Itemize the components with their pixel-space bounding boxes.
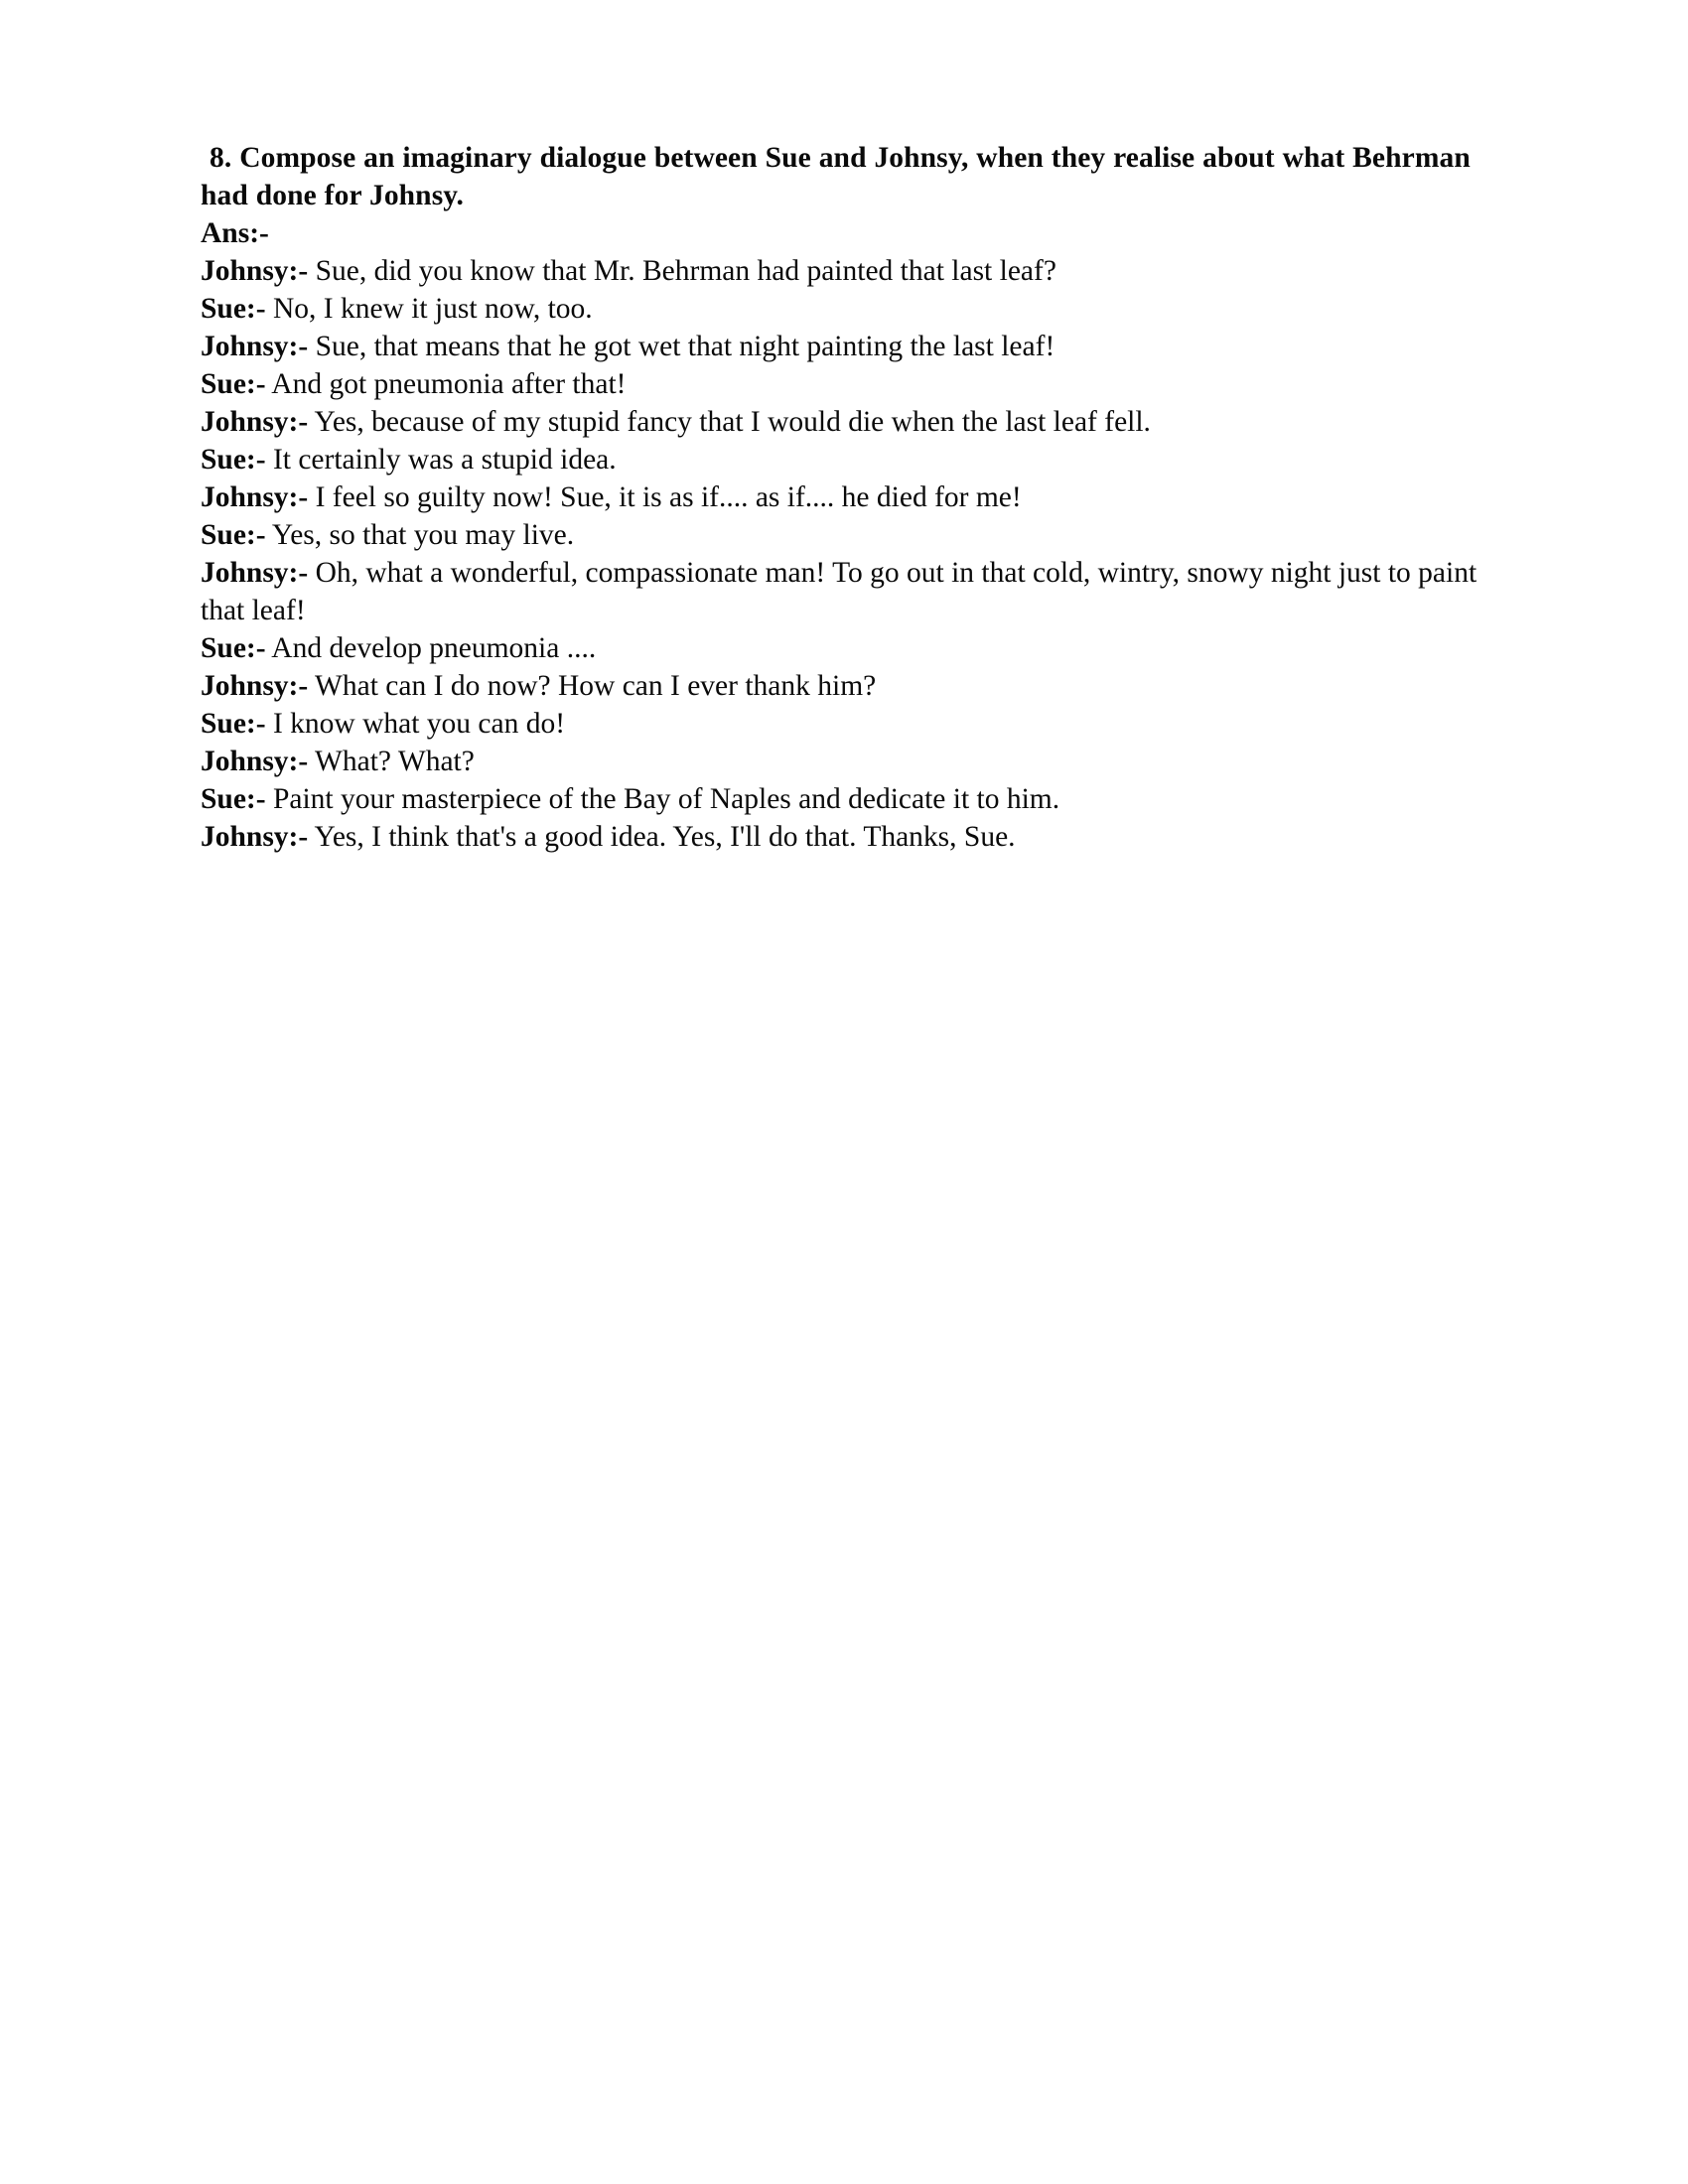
speaker-label: Johnsy:-: [201, 557, 309, 589]
dialogue-line: [201, 818, 1486, 856]
speaker-label: Sue:-: [201, 293, 266, 325]
dialogue-line: [201, 705, 1486, 743]
dialogue-line: [201, 252, 1486, 290]
speaker-label: Sue:-: [201, 444, 266, 476]
speech-text: Sue, did you know that Mr. Behrman had painted that last leaf?: [308, 255, 1056, 287]
speech-text: I feel so guilty now! Sue, it is as if.... as if.... he died for me!: [308, 481, 1022, 513]
speaker-label: Johnsy:-: [201, 255, 309, 287]
speech-text: And got pneumonia after that!: [265, 368, 627, 400]
dialogue-line: [201, 667, 1486, 705]
speech-text: Sue, that means that he got wet that night painting the last leaf!: [308, 331, 1055, 362]
dialogue-line: [201, 290, 1486, 328]
dialogue-line: [201, 403, 1486, 441]
speaker-label: Sue:-: [201, 368, 266, 400]
speech-text: Yes, I think that's a good idea. Yes, I'll do that. Thanks, Sue.: [308, 821, 1016, 853]
speaker-label: Sue:-: [201, 783, 266, 815]
dialogue-line: [201, 554, 1486, 629]
speech-text: Oh, what a wonderful, compassionate man! To go out in that cold, wintry, snowy night just to paint that leaf!: [201, 557, 1477, 626]
speech-text: What can I do now? How can I ever thank him?: [308, 670, 877, 702]
speech-text: Yes, because of my stupid fancy that I would die when the last leaf fell.: [308, 406, 1151, 438]
dialogue-line: [201, 780, 1486, 818]
dialogue-line: [201, 516, 1486, 554]
speech-text: No, I knew it just now, too.: [265, 293, 593, 325]
speaker-label: Johnsy:-: [201, 746, 309, 777]
speaker-label: Johnsy:-: [201, 670, 309, 702]
speaker-label: Johnsy:-: [201, 331, 309, 362]
speech-text: And develop pneumonia ....: [265, 632, 597, 664]
dialogue-line: [201, 629, 1486, 667]
dialogue-line: [201, 478, 1486, 516]
dialogue-line: [201, 441, 1486, 478]
speaker-label: Sue:-: [201, 708, 266, 740]
speaker-label: Sue:-: [201, 632, 266, 664]
dialogue-line: [201, 743, 1486, 780]
question-heading: 8. Compose an imaginary dialogue between Sue and Johnsy, when they realise about what Behrman had done for Johnsy.: [201, 142, 1471, 211]
dialogue-line: [201, 365, 1486, 403]
speech-text: What? What?: [308, 746, 475, 777]
speaker-label: Johnsy:-: [201, 481, 309, 513]
speech-text: It certainly was a stupid idea.: [265, 444, 617, 476]
speech-text: Yes, so that you may live.: [265, 519, 575, 551]
speaker-label: Sue:-: [201, 519, 266, 551]
answer-label: Ans:-: [201, 217, 269, 249]
speech-text: Paint your masterpiece of the Bay of Naples and dedicate it to him.: [265, 783, 1060, 815]
dialogue-list: [201, 252, 1486, 856]
speaker-label: Johnsy:-: [201, 406, 309, 438]
dialogue-line: [201, 328, 1486, 365]
speech-text: I know what you can do!: [265, 708, 566, 740]
speaker-label: Johnsy:-: [201, 821, 309, 853]
document-content: [201, 139, 1486, 856]
